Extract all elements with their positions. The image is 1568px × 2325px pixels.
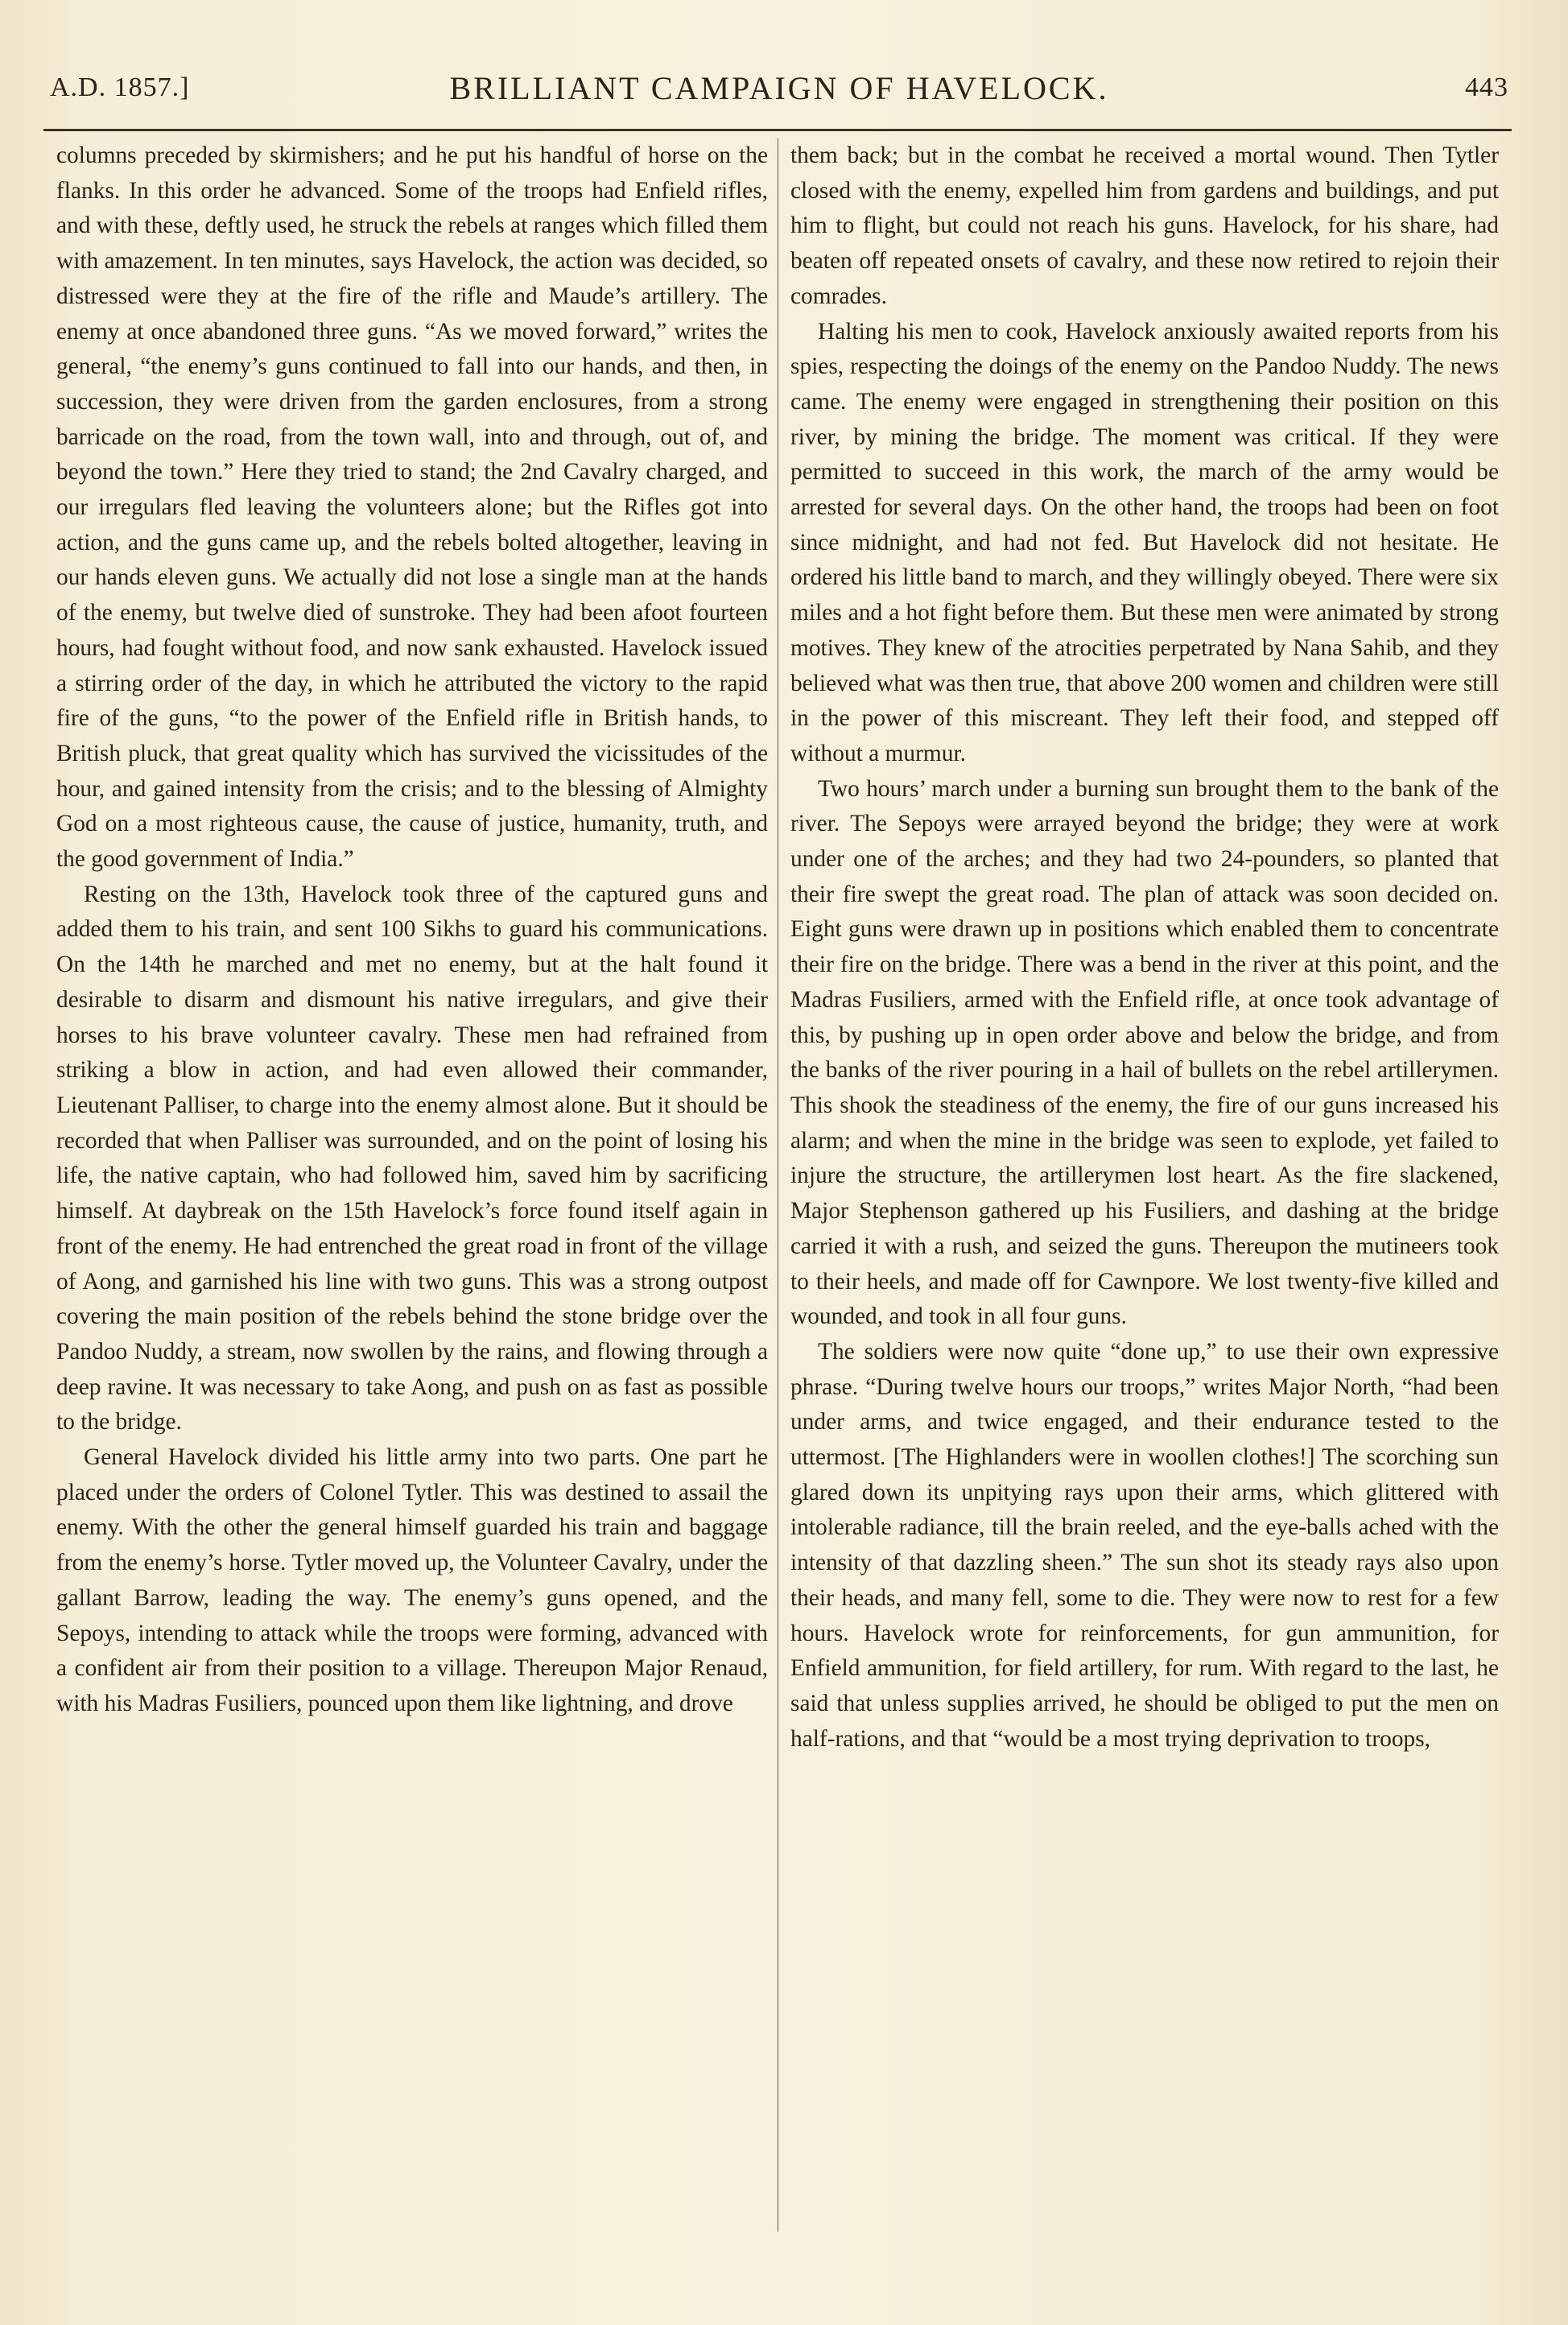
- paragraph: columns preceded by skirmishers; and he put his handful of horse on the flanks. In this order he advanced. Some of the troops had Enfield rifles, and with these, deftly used, he struck the rebels at ranges which filled them with amazement. In ten minutes, says Havelock, the action was decided, so distressed were they at the fire of the rifle and Maude’s artillery. The enemy at once abandoned three guns. “As we moved forward,” writes the general, “the enemy’s guns continued to fall into our hands, and then, in succession, they were driven from the garden enclosures, from a strong barricade on the road, from the town wall, into and through, out of, and beyond the town.” Here they tried to stand; the 2nd Cavalry charged, and our irregulars fled leaving the volunteers alone; but the Rifles got into action, and the guns came up, and the rebels bolted altogether, leaving in our hands eleven guns. We actually did not lose a single man at the hands of the enemy, but twelve died of sunstroke. They had been afoot fourteen hours, had fought without food, and now sank exhausted. Havelock issued a stirring order of the day, in which he attributed the victory to the rapid fire of the guns, “to the power of the Enfield rifle in British hands, to British pluck, that great quality which has survived the vicissitudes of the hour, and gained intensity from the crisis; and to the blessing of Almighty God on a most righteous cause, the cause of justice, humanity, truth, and the good government of India.”: [56, 142, 768, 873]
- paragraph: Halting his men to cook, Havelock anxiously awaited reports from his spies, respecting the doings of the enemy on the Pandoo Nuddy. The news came. The enemy were engaged in strengthening their position on this river, by mining the bridge. The moment was critical. If they were permitted to succeed in this work, the march of the army would be arrested for several days. On the other hand, the troops had been on foot since midnight, and had not fed. But Havelock did not hesitate. He ordered his little band to march, and they willingly obeyed. There were six miles and a hot fight before them. But these men were animated by strong motives. They knew of the atrocities perpetrated by Nana Sahib, and they believed what was then true, that above 200 women and children were still in the power of this miscreant. They left their food, and stepped off without a murmur.: [790, 318, 1499, 766]
- header-rule: [43, 129, 1512, 131]
- running-head: [50, 63, 1508, 119]
- left-column: [56, 138, 768, 1722]
- right-column: [790, 138, 1499, 1757]
- paragraph: General Havelock divided his little army into two parts. One part he placed under the orders of Colonel Tytler. This was destined to assail the enemy. With the other the general himself guarded his train and baggage from the enemy’s horse. Tytler moved up, the Volunteer Cavalry, under the gallant Barrow, leading the way. The enemy’s guns opened, and the Sepoys, intending to attack while the troops were forming, advanced with a confident air from their position to a village. Thereupon Major Renaud, with his Madras Fusiliers, pounced upon them like lightning, and drove: [56, 1444, 768, 1716]
- running-head-date: A.D. 1857.]: [50, 72, 190, 102]
- paragraph: them back; but in the combat he received a mortal wound. Then Tytler closed with the enemy, expelled him from gardens and buildings, and put him to flight, but could not reach his guns. Havelock, for his share, had beaten off repeated onsets of cavalry, and these now retired to rejoin their comrades.: [790, 142, 1499, 309]
- paragraph: Resting on the 13th, Havelock took three of the captured guns and added them to his train, and sent 100 Sikhs to guard his communications. On the 14th he marched and met no enemy, but at the halt found it desirable to disarm and dismount his native irregulars, and give their horses to his brave volunteer cavalry. These men had refrained from striking a blow in action, and had even allowed their commander, Lieutenant Palliser, to charge into the enemy almost alone. But it should be recorded that when Palliser was surrounded, and on the point of losing his life, the native captain, who had followed him, saved him by sacrificing himself. At daybreak on the 15th Havelock’s force found itself again in front of the enemy. He had entrenched the great road in front of the village of Aong, and garnished his line with two guns. This was a strong outpost covering the main position of the rebels behind the stone bridge over the Pandoo Nuddy, a stream, now swollen by the rains, and flowing through a deep ravine. It was necessary to take Aong, and push on as fast as possible to the bridge.: [56, 881, 768, 1435]
- page-number: 443: [1465, 72, 1508, 102]
- paragraph: Two hours’ march under a burning sun brought them to the bank of the river. The Sepoys were arrayed beyond the bridge; they were at work under one of the arches; and they had two 24-pounders, so planted that their fire swept the great road. The plan of attack was soon decided on. Eight guns were drawn up in positions which enabled them to concentrate their fire on the bridge. There was a bend in the river at this point, and the Madras Fusiliers, armed with the Enfield rifle, at once took advantage of this, by pushing up in open order above and below the bridge, and from the banks of the river pouring in a hail of bullets on the rebel artillerymen. This shook the steadiness of the enemy, the fire of our guns increased his alarm; and when the mine in the bridge was seen to explode, yet failed to injure the structure, the artillerymen lost heart. As the fire slackened, Major Stephenson gathered up his Fusiliers, and dashing at the bridge carried it with a rush, and seized the guns. Thereupon the mutineers took to their heels, and made off for Cawnpore. We lost twenty-five killed and wounded, and took in all four guns.: [790, 775, 1499, 1330]
- running-head-title: BRILLIANT CAMPAIGN OF HAVELOCK.: [449, 70, 1109, 106]
- paragraph: The soldiers were now quite “done up,” to use their own expressive phrase. “During twelve hours our troops,” writes Major North, “had been under arms, and twice engaged, and their endurance tested to the uttermost. [The Highlanders were in woollen clothes!] The scorching sun glared down its unpitying rays upon their arms, which glittered with intolerable radiance, till the brain reeled, and the eye-balls ached with the intensity of that dazzling sheen.” The sun shot its steady rays also upon their heads, and many fell, some to die. They were now to rest for a few hours. Havelock wrote for reinforcements, for gun ammunition, for Enfield ammunition, for field artillery, for rum. With regard to the last, he said that unless supplies arrived, he should be obliged to put the men on half-rations, and that “would be a most trying deprivation to troops,: [790, 1338, 1499, 1752]
